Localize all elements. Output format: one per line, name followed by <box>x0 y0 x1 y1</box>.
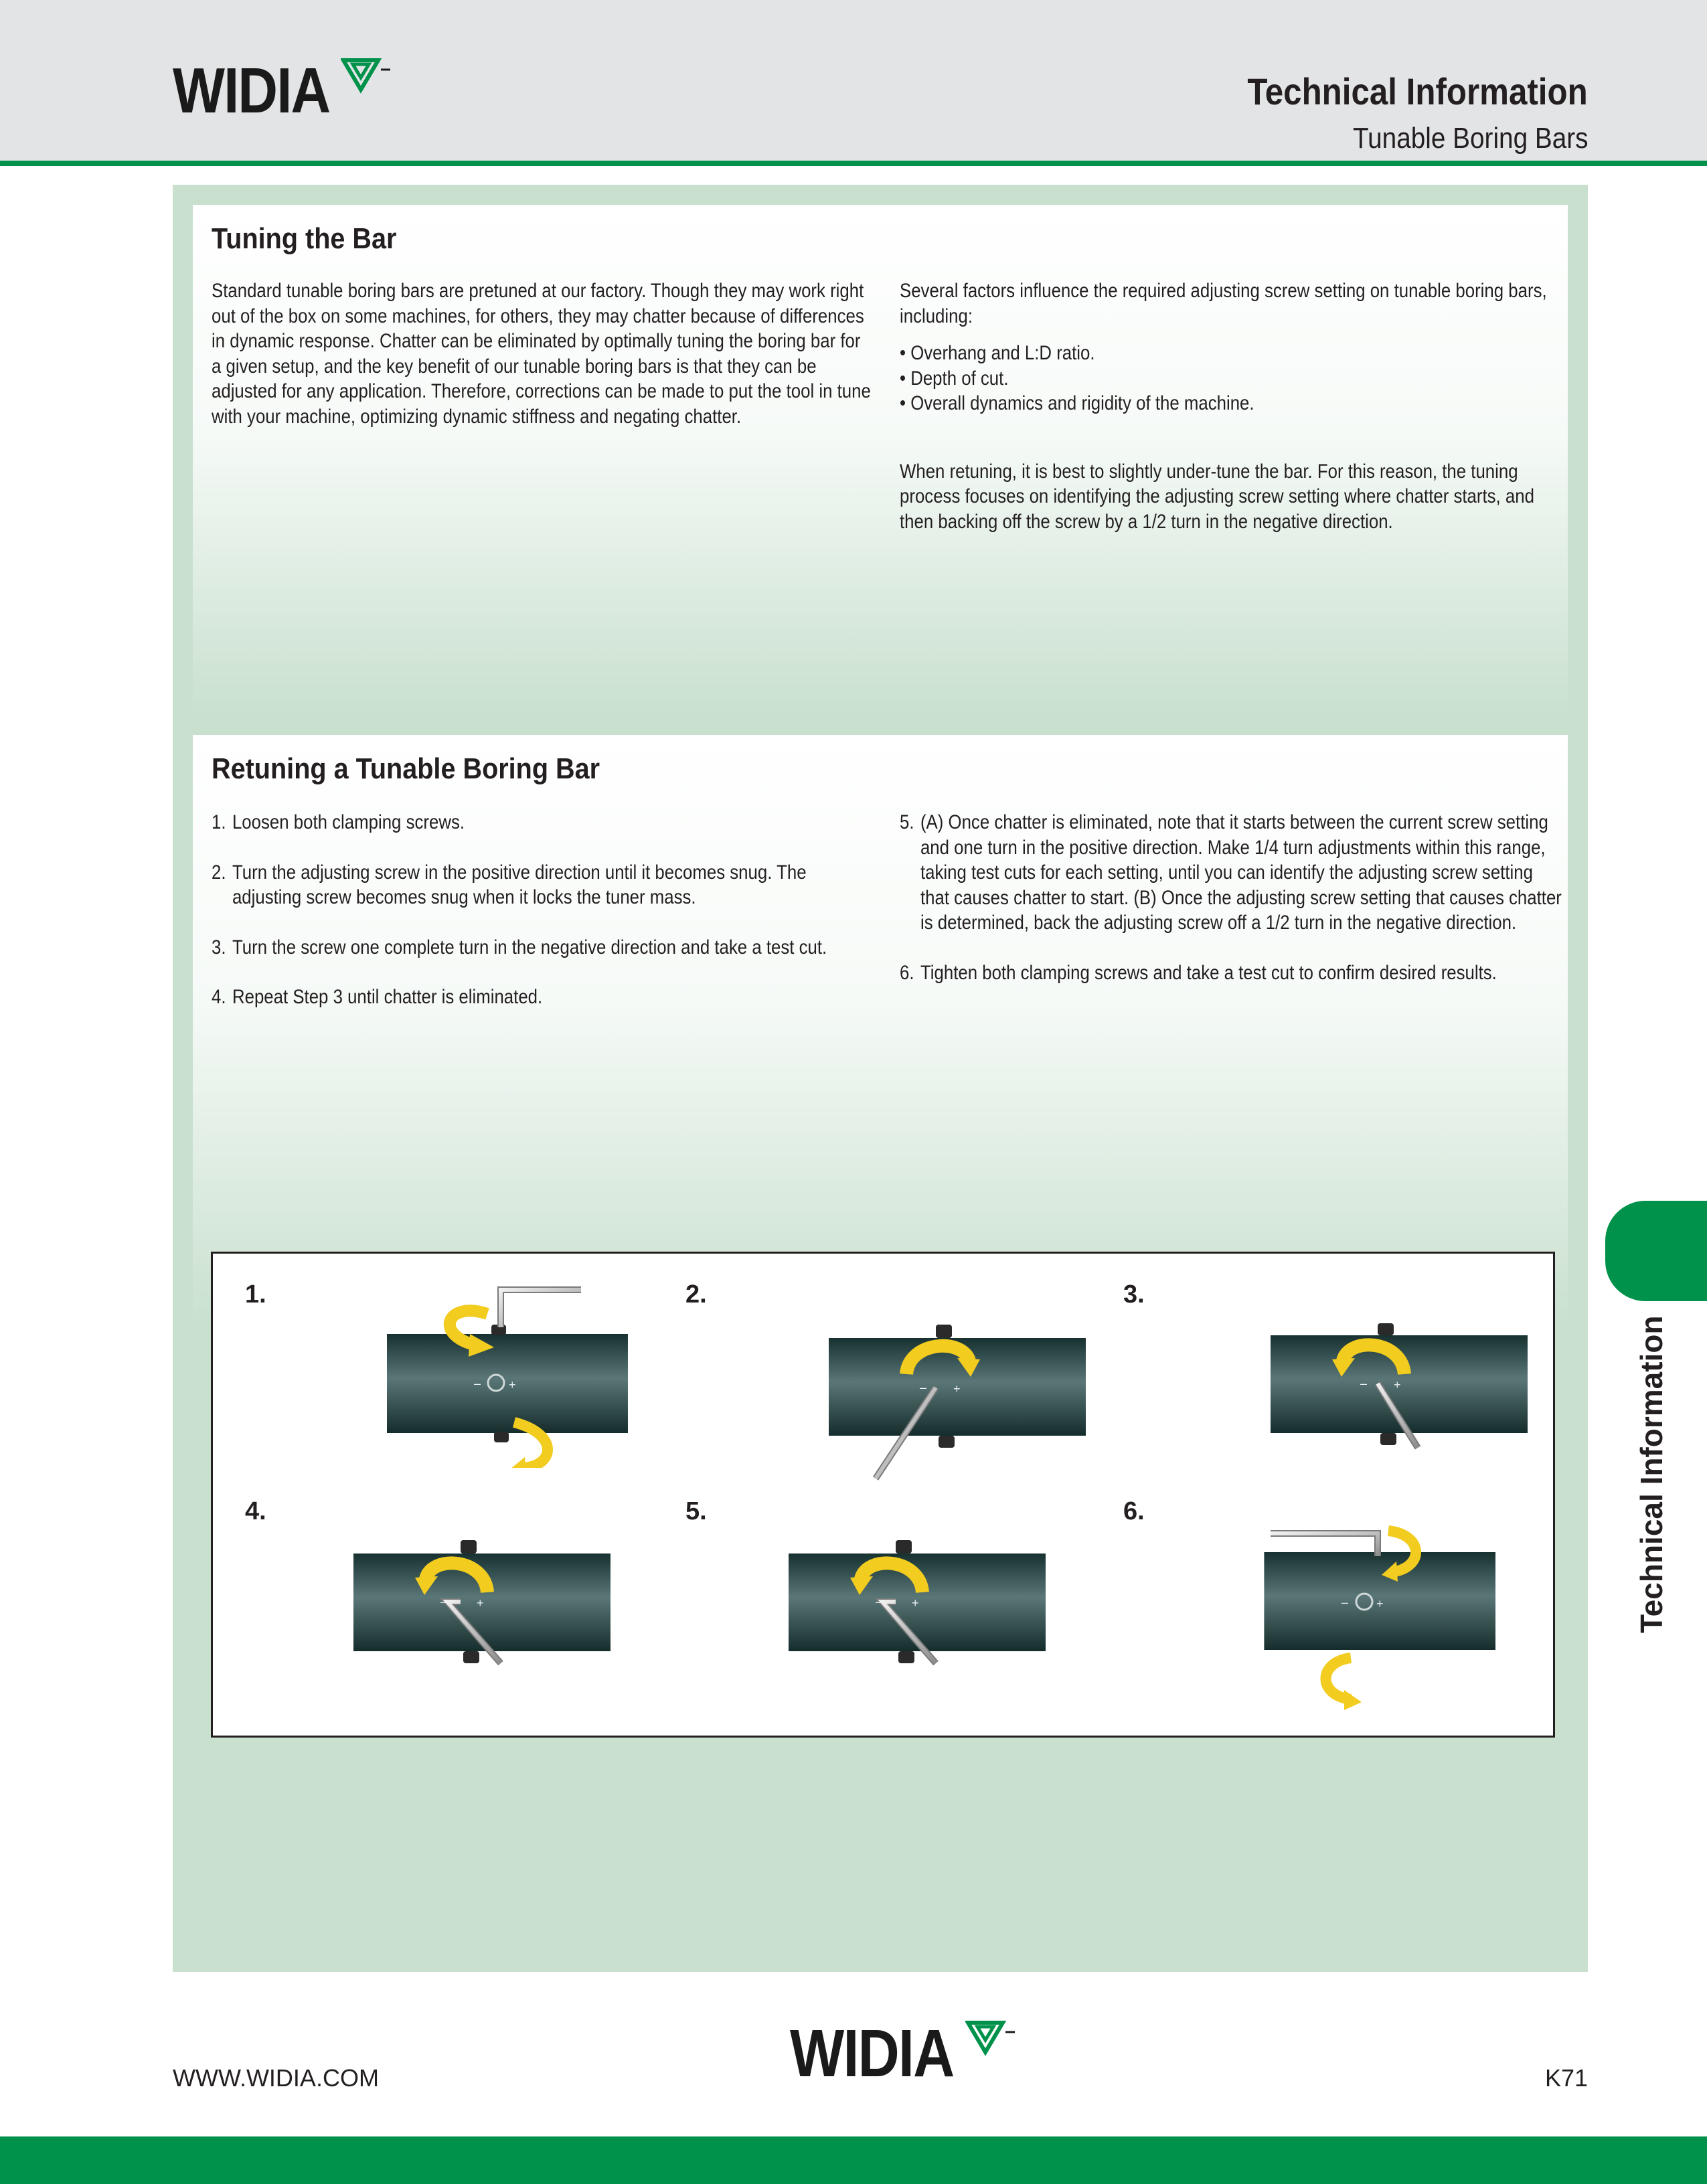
section-tab[interactable] <box>1605 1201 1707 1301</box>
hex-key-icon <box>501 1290 581 1327</box>
diagram-label-1: 1. <box>245 1280 266 1309</box>
step-item: 3. Turn the screw one complete turn in the negative direction and take a test cut. <box>212 936 827 958</box>
sign-plus: + <box>477 1596 484 1610</box>
widia-triangle-icon <box>341 56 394 96</box>
page-subtitle: Tunable Boring Bars <box>1352 122 1588 155</box>
tuning-left-column <box>212 278 981 429</box>
boring-bar-shape <box>387 1334 628 1433</box>
step-item: 6. Tighten both clamping screws and take a test cut to confirm desired results. <box>900 961 1497 984</box>
clamping-screw-icon <box>1378 1323 1394 1335</box>
step-3-illustration <box>1271 1321 1532 1488</box>
sign-plus: + <box>1394 1378 1401 1392</box>
steps-list-right <box>900 810 1562 985</box>
diagram-label-5: 5. <box>685 1497 707 1525</box>
footer-bar <box>0 2136 1707 2184</box>
clamping-screw-icon <box>939 1436 955 1448</box>
step-item: 2. Turn the adjusting screw in the positive direction until it becomes snug. The adjusting screw becomes snug when it locks the tuner mass. <box>212 861 807 908</box>
step-item: 1. Loosen both clamping screws. <box>212 811 465 833</box>
sign-minus: – <box>474 1377 481 1390</box>
retuning-title: Retuning a Tunable Boring Bar <box>212 752 600 785</box>
clamping-screw-icon <box>463 1651 479 1663</box>
tuning-right-column <box>900 278 1670 534</box>
diagram-label-6: 6. <box>1123 1497 1145 1525</box>
sign-plus: + <box>912 1596 919 1610</box>
steps-list-left <box>212 810 874 1010</box>
step-4-illustration <box>353 1535 615 1702</box>
factors-list <box>900 341 1562 416</box>
factor-item: • Overhang and L:D ratio. <box>900 342 1095 364</box>
retuning-section <box>193 735 1568 1324</box>
retuning-diagram <box>211 1252 1555 1738</box>
sign-minus: – <box>920 1381 927 1394</box>
clamping-screw-icon <box>936 1325 952 1338</box>
step-1-illustration <box>387 1280 628 1468</box>
clamping-screw-icon <box>494 1432 509 1442</box>
steps-right-column <box>900 810 1670 1010</box>
tuning-intro: Standard tunable boring bars are pretuned at our factory. Though they may work right out of the box on some machines, for others, they may chatter because of differences in dynamic response. Chatter can be eliminated by optimally tuning the boring bar for a given setup, and the key benefit of our tunable boring bars is that they can be adjusted for any application. Therefore, corrections can be made to put the tool in tune with your machine, optimizing dynamic stiffness and negating chatter. <box>212 280 871 428</box>
tuning-title: Tuning the Bar <box>212 222 397 255</box>
sign-plus: + <box>953 1382 961 1396</box>
step-5-illustration <box>789 1535 1050 1702</box>
page-number: K71 <box>1544 2064 1588 2092</box>
tuning-section <box>193 205 1568 713</box>
step-item: 5. (A) Once chatter is eliminated, note that it starts between the current screw setting and one turn in the positive direction. Make 1/4 turn adjustments within this range, taking test cuts for each setting, until you can identify the adjusting screw setting that causes chatter to start. (B) Once the adjusting screw setting that causes chatter is determined, back the adjusting screw off a 1/2 turn in the negative direction. <box>900 811 1562 934</box>
page-title: Technical Information <box>1247 70 1588 112</box>
clamping-screw-icon <box>898 1651 914 1663</box>
diagram-label-4: 4. <box>245 1497 266 1525</box>
clamping-screw-icon <box>461 1540 477 1553</box>
widia-logo-footer: WIDIA <box>790 2020 1019 2087</box>
header-rule <box>0 161 1707 166</box>
sign-plus: + <box>509 1378 516 1392</box>
diagram-label-2: 2. <box>685 1280 707 1309</box>
retune-note: When retuning, it is best to slightly under-tune the bar. For this reason, the tuning process focuses on identifying the adjusting screw setting where chatter starts, and then backing off the screw by a 1/2 turn in the negative direction. <box>900 460 1534 533</box>
step-item: 4. Repeat Step 3 until chatter is eliminated. <box>212 986 543 1008</box>
step-2-illustration <box>829 1321 1090 1488</box>
sign-minus: – <box>876 1595 883 1608</box>
clamping-screw-icon <box>1380 1433 1396 1445</box>
factor-item: • Overall dynamics and rigidity of the machine. <box>900 392 1254 414</box>
footer-url[interactable]: WWW.WIDIA.COM <box>173 2064 379 2092</box>
diagram-label-3: 3. <box>1123 1280 1145 1309</box>
widia-triangle-icon <box>965 2019 1019 2059</box>
step-6-illustration <box>1230 1515 1498 1715</box>
sign-minus: – <box>1342 1596 1349 1609</box>
factor-item: • Depth of cut. <box>900 367 1009 390</box>
widia-logo: WIDIA <box>173 59 394 123</box>
factors-intro: Several factors influence the required adjusting screw setting on tunable boring bars, including: <box>900 280 1547 327</box>
sign-minus: – <box>1360 1377 1368 1390</box>
sign-plus: + <box>1376 1597 1384 1610</box>
section-tab-label: Technical Information <box>1634 1315 1669 1633</box>
steps-left-column <box>212 810 981 1035</box>
sign-minus: – <box>440 1595 448 1608</box>
clamping-screw-icon <box>896 1540 912 1553</box>
